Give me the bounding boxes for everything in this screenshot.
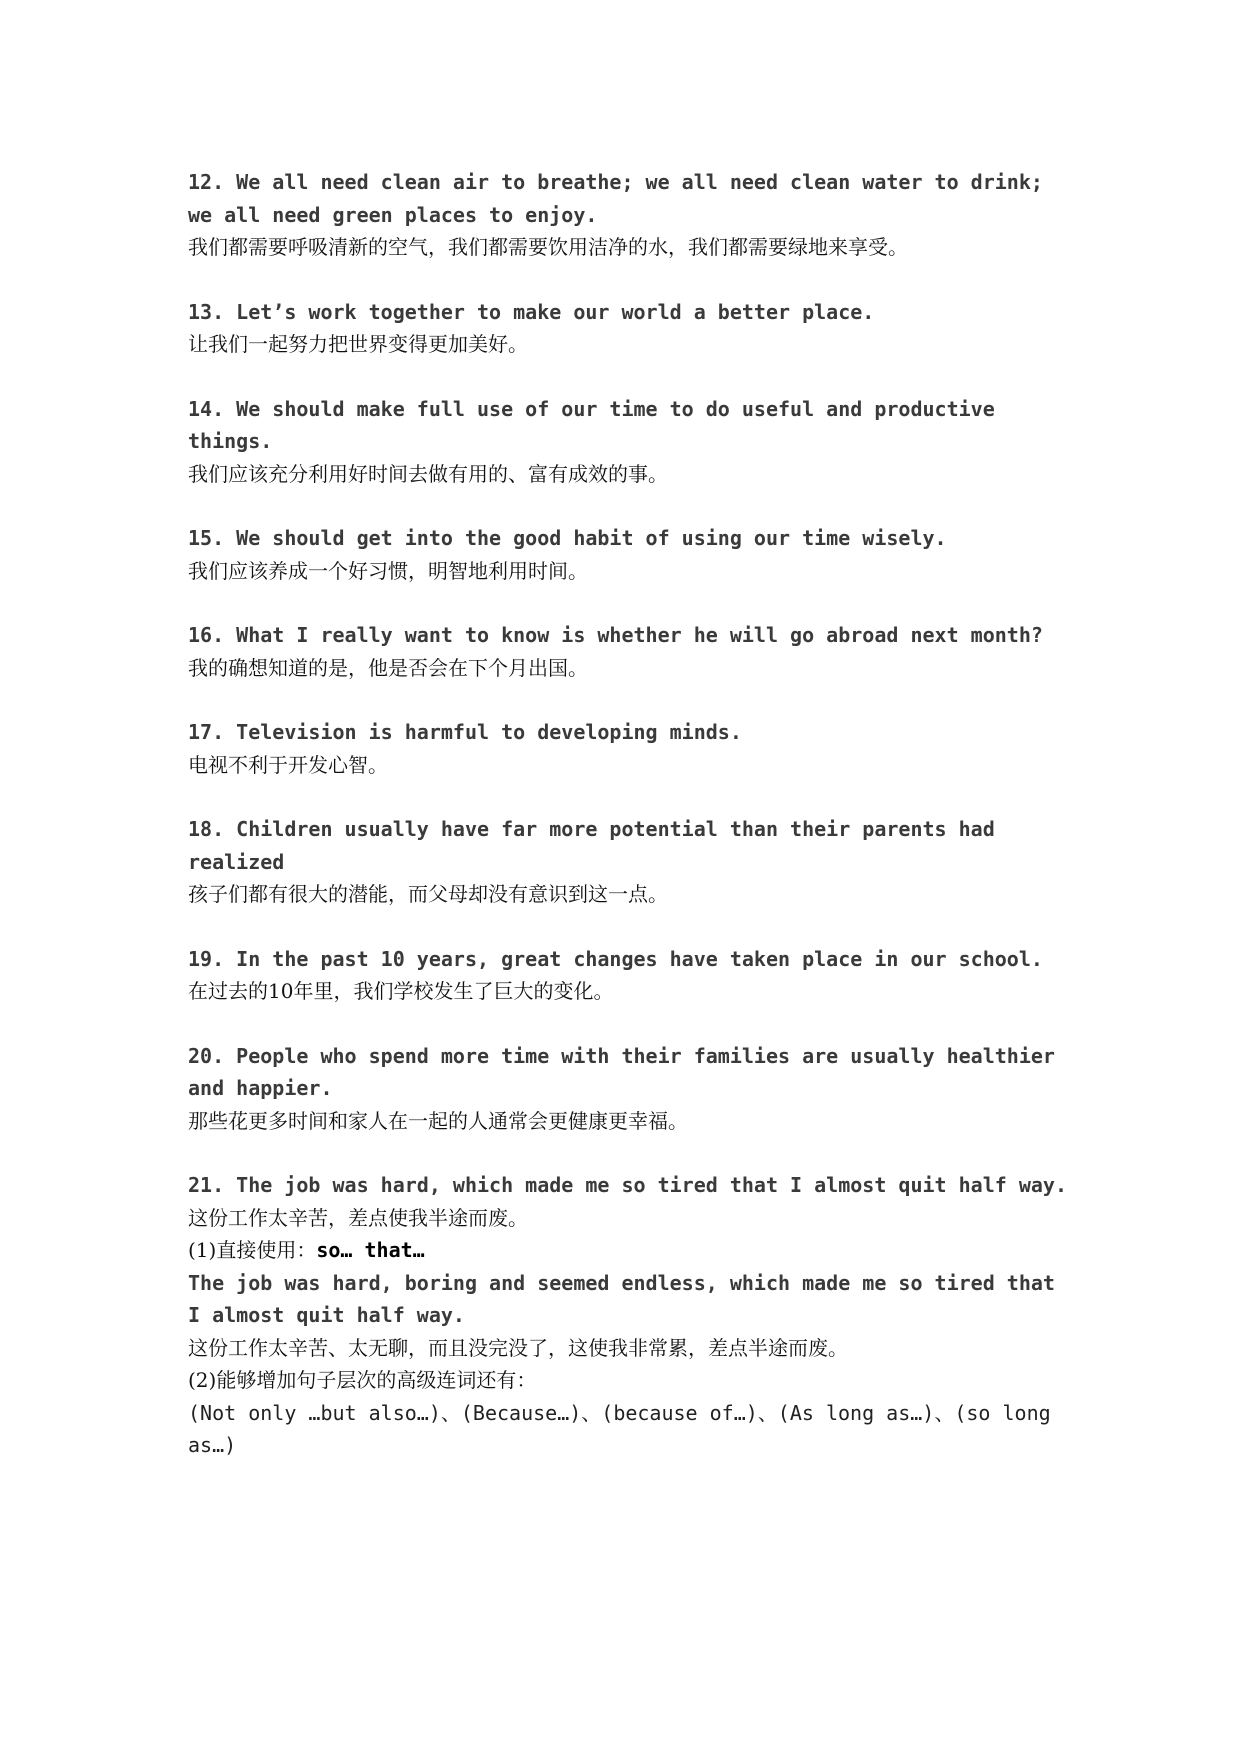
chinese-translation: 让我们一起努力把世界变得更加美好。 — [188, 332, 528, 356]
english-sentence: 20. People who spend more time with their families are usually healthier and happier. — [188, 1043, 1067, 1100]
sentence-entry-13 — [188, 296, 1068, 361]
chinese-translation: 孩子们都有很大的潜能，而父母却没有意识到这一点。 — [188, 882, 668, 906]
usage-note-advanced: (2)能够增加句子层次的高级连词还有： — [188, 1368, 537, 1392]
usage-note-label: (1)直接使用： — [188, 1238, 317, 1262]
english-sentence: 18. Children usually have far more potential than their parents had realized — [188, 817, 1007, 874]
sentence-entry-14 — [188, 393, 1068, 491]
document-page — [188, 166, 1068, 1494]
chinese-translation: 那些花更多时间和家人在一起的人通常会更健康更幸福。 — [188, 1108, 688, 1133]
sentence-entry-15 — [188, 522, 1068, 587]
sentence-entry-17 — [188, 716, 1068, 781]
example-english-sentence: The job was hard, boring and seemed endless, which made me so tired that I almost quit half way. — [188, 1270, 1067, 1327]
chinese-translation: 我们应该养成一个好习惯，明智地利用时间。 — [188, 558, 588, 583]
sentence-entry-18 — [188, 813, 1068, 911]
english-sentence: 14. We should make full use of our time to do useful and productive things. — [188, 396, 1007, 453]
english-sentence: 15. We should get into the good habit of using our time wisely. — [188, 526, 947, 550]
chinese-translation: 我们应该充分利用好时间去做有用的、富有成效的事。 — [188, 461, 668, 486]
english-sentence: 12. We all need clean air to breathe; we all need clean water to drink; we all need green places to enjoy. — [188, 170, 1055, 227]
chinese-translation: 这份工作太辛苦，差点使我半途而废。 — [188, 1205, 528, 1230]
sentence-entry-12 — [188, 166, 1068, 264]
usage-note-direct — [188, 1234, 1068, 1267]
chinese-translation: 我的确想知道的是，他是否会在下个月出国。 — [188, 655, 588, 680]
sentence-entry-21 — [188, 1169, 1068, 1462]
chinese-translation: 电视不利于开发心智。 — [188, 752, 388, 777]
chinese-translation: 我们都需要呼吸清新的空气，我们都需要饮用洁净的水，我们都需要绿地来享受。 — [188, 235, 908, 259]
sentence-entry-19 — [188, 943, 1068, 1008]
english-sentence: 13. Let’s work together to make our world a better place. — [188, 299, 875, 324]
sentence-entry-20 — [188, 1040, 1068, 1138]
example-chinese-translation: 这份工作太辛苦、太无聊，而且没完没了，这使我非常累，差点半途而废。 — [188, 1335, 848, 1360]
chinese-translation: 在过去的10年里，我们学校发生了巨大的变化。 — [188, 979, 614, 1003]
usage-note-keyword: so… that… — [316, 1238, 425, 1262]
sentence-entry-16 — [188, 619, 1068, 684]
english-sentence: 19. In the past 10 years, great changes have taken place in our school. — [188, 946, 1043, 971]
english-sentence: 16. What I really want to know is whether he will go abroad next month? — [188, 623, 1043, 647]
english-sentence: 21. The job was hard, which made me so tired that I almost quit half way. — [188, 1173, 1067, 1197]
english-sentence: 17. Television is harmful to developing minds. — [188, 720, 742, 744]
conjunction-list: (Not only …but also…)、(Because…)、(because of…)、(As long as…)、(so long as…) — [188, 1400, 1051, 1457]
